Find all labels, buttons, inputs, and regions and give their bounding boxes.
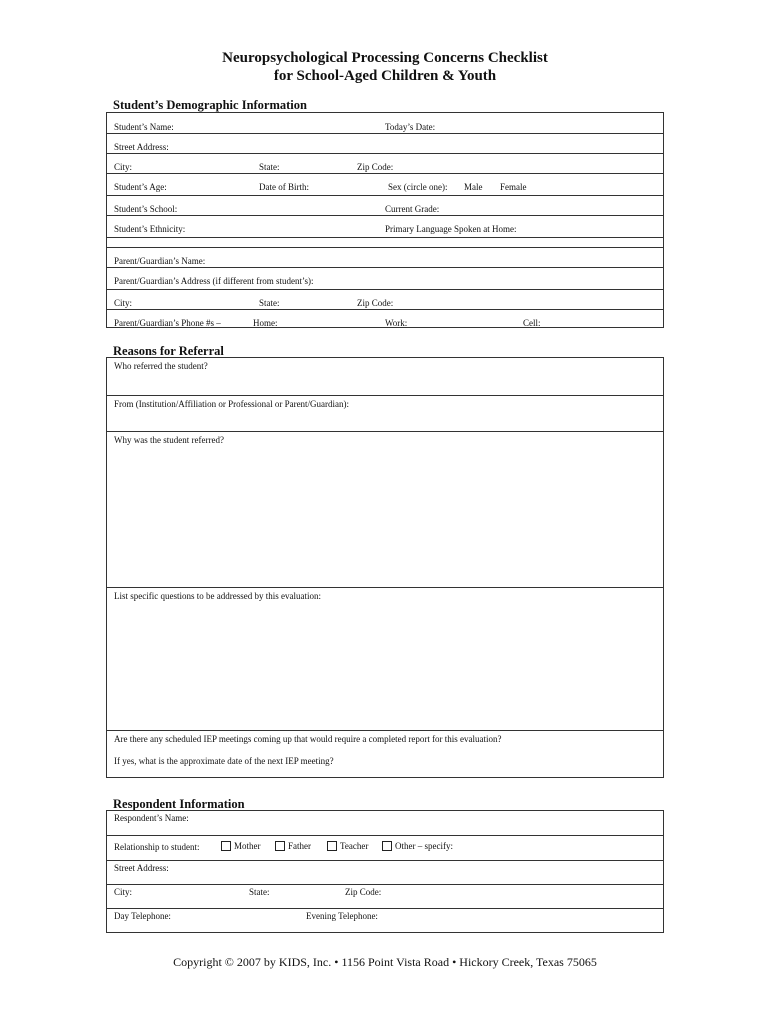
respondent-name-label: Respondent’s Name: [114,813,189,823]
questions-label: List specific questions to be addressed by this evaluation: [114,591,321,601]
row-ethnicity[interactable] [107,215,663,238]
work-phone-label: Work: [385,318,408,328]
male-option[interactable]: Male [464,182,483,192]
form-title: Neuropsychological Processing Concerns Checklist [222,50,548,66]
todays-date-label: Today’s Date: [385,122,436,132]
teacher-label: Teacher [340,841,369,851]
row-respondent-street[interactable] [107,860,663,885]
respondent-zip-label: Zip Code: [345,887,382,897]
sex-label: Sex (circle one): [388,182,448,192]
street-address-label: Street Address: [114,142,169,152]
row-street-address[interactable] [107,133,663,154]
respondent-heading: Respondent Information [113,797,245,811]
father-checkbox[interactable] [275,841,285,851]
row-guardian-address[interactable] [107,267,663,290]
age-label: Student’s Age: [114,182,167,192]
row-who-referred[interactable] [107,358,663,395]
iep-date-label: If yes, what is the approximate date of the next IEP meeting? [114,756,334,766]
row-phone[interactable] [107,309,663,329]
who-referred-label: Who referred the student? [114,361,208,371]
referral-heading: Reasons for Referral [113,344,224,358]
row-city[interactable] [107,153,663,174]
row-age[interactable] [107,173,663,194]
mother-checkbox[interactable] [221,841,231,851]
row-guardian-name[interactable] [107,247,663,268]
phone-label: Parent/Guardian’s Phone #s – [114,318,221,328]
language-label: Primary Language Spoken at Home: [385,224,517,234]
mother-label: Mother [234,841,261,851]
mother-option[interactable] [221,841,261,851]
respondent-street-label: Street Address: [114,863,169,873]
dob-label: Date of Birth: [259,182,309,192]
row-respondent-name[interactable] [107,811,663,835]
female-option[interactable]: Female [500,182,527,192]
father-label: Father [288,841,311,851]
cell-phone-label: Cell: [523,318,541,328]
row-city2[interactable] [107,289,663,310]
copyright-footer: Copyright © 2007 by KIDS, Inc. • 1156 Point Vista Road • Hickory Creek, Texas 75065 [173,955,597,969]
demographic-heading: Student’s Demographic Information [113,98,307,112]
zip2-label: Zip Code: [357,298,394,308]
ethnicity-label: Student’s Ethnicity: [114,224,186,234]
state-label: State: [259,162,280,172]
students-name-label: Student’s Name: [114,122,174,132]
state2-label: State: [259,298,280,308]
other-option[interactable] [382,841,453,851]
row-iep[interactable] [107,730,663,779]
teacher-option[interactable] [327,841,368,851]
evening-telephone-label: Evening Telephone: [306,911,378,921]
relationship-label: Relationship to student: [114,842,200,852]
row-questions[interactable] [107,587,663,731]
father-option[interactable] [275,841,311,851]
iep-label: Are there any scheduled IEP meetings coming up that would require a completed report for this evaluation? [114,734,502,744]
day-telephone-label: Day Telephone: [114,911,171,921]
guardian-name-label: Parent/Guardian’s Name: [114,256,206,266]
row-telephone[interactable] [107,908,663,934]
other-checkbox[interactable] [382,841,392,851]
row-respondent-city[interactable] [107,884,663,909]
respondent-state-label: State: [249,887,270,897]
respondent-city-label: City: [114,887,133,897]
other-label: Other – specify: [395,841,453,851]
city2-label: City: [114,298,133,308]
row-from[interactable] [107,395,663,432]
row-why-referred[interactable] [107,431,663,588]
guardian-address-label: Parent/Guardian’s Address (if different from student’s): [114,276,314,286]
row-student-name[interactable] [107,113,663,133]
form-subtitle: for School-Aged Children & Youth [273,68,497,84]
home-phone-label: Home: [253,318,278,328]
teacher-checkbox[interactable] [327,841,337,851]
grade-label: Current Grade: [385,204,440,214]
why-referred-label: Why was the student referred? [114,435,224,445]
from-label: From (Institution/Affiliation or Professional or Parent/Guardian): [114,399,350,409]
city-label: City: [114,162,133,172]
referral-box [106,357,664,778]
respondent-box [106,810,664,933]
row-relationship [107,835,663,861]
school-label: Student’s School: [114,204,178,214]
demographic-box [106,112,664,328]
zip-label: Zip Code: [357,162,394,172]
row-school[interactable] [107,195,663,216]
